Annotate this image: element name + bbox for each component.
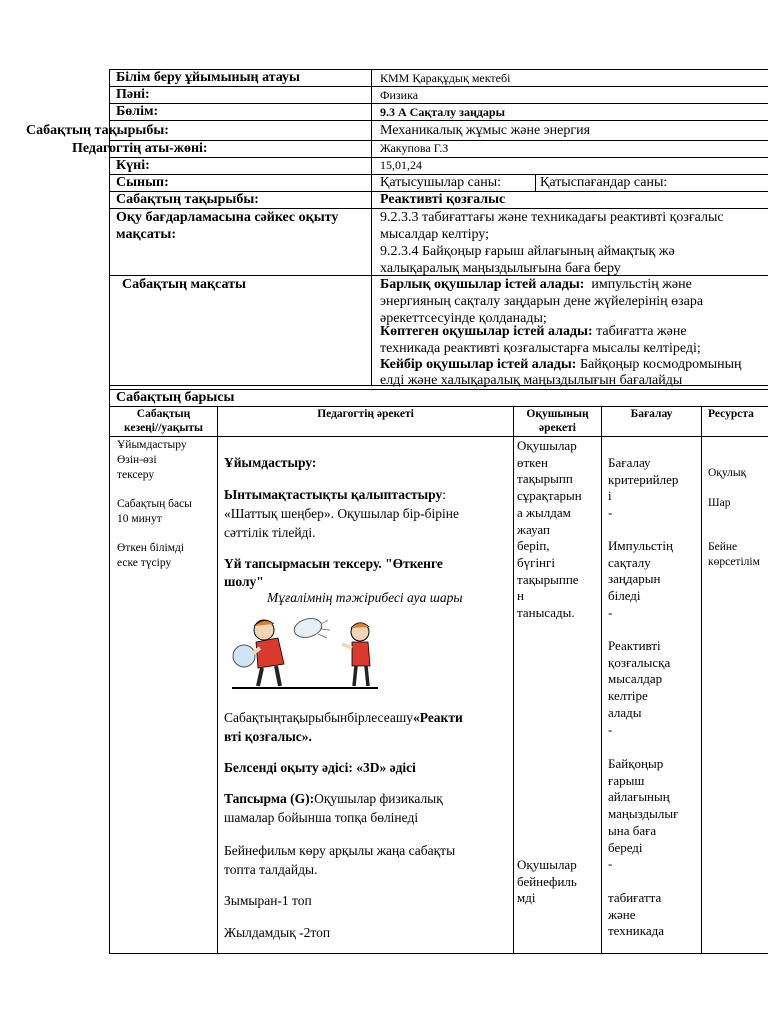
row-divider [109, 208, 768, 209]
assessment-criterion-4 [608, 890, 664, 940]
teacher-task-heading: Тапсырма (G): [224, 791, 315, 806]
row-divider [109, 157, 768, 158]
assessment-line: - [608, 505, 613, 521]
assessment-line: Байқоңыр [608, 756, 664, 771]
assessment-line: мысалдар [608, 671, 663, 687]
assessment-line: алады [608, 704, 642, 720]
column-divider [535, 174, 536, 191]
teacher-video: Бейнефильм көру арқылы жаңа сабақты [224, 843, 456, 858]
column-divider [371, 69, 372, 385]
assessment-criteria [608, 455, 678, 522]
assessment-line: береді [608, 839, 643, 855]
student-line: сұрақтарын [517, 488, 582, 504]
goal-all [380, 277, 692, 293]
column-header-teacher: Педагогтің әрекеті [317, 408, 414, 420]
student-line: мді [517, 890, 536, 906]
stage-recall-line2: еске түсіру [117, 557, 172, 569]
date-value: 15,01,24 [380, 158, 422, 172]
assessment-criterion-2 [608, 638, 670, 738]
lesson-topic-label: Сабақтың тақырыбы: [26, 123, 169, 138]
curriculum-objective-1-cont: мысалдар келтіру; [380, 227, 489, 242]
assessment-line: критерийлер [608, 471, 679, 487]
teacher-team-building [224, 486, 446, 504]
teacher-group-2: Жылдамдық -2топ [224, 925, 331, 940]
column-divider [217, 406, 218, 953]
column-header-assessment: Бағалау [630, 408, 673, 420]
column-header-student [514, 407, 601, 435]
goal-some [380, 357, 742, 373]
column-divider [601, 406, 602, 953]
goals-label: Сабақтың мақсаты [122, 277, 246, 292]
flying-balloon [292, 616, 330, 641]
assessment-line: Импульстің [608, 538, 673, 553]
curriculum-objective-2: 9.2.3.4 Байқоңыр ғарыш айлағының аймақтық жә [380, 244, 675, 259]
student-line: тақырыпп [517, 471, 573, 487]
teacher-topic-intro-bold: «Реакти [413, 710, 463, 725]
topic-label: Сабақтың тақырыбы: [116, 192, 259, 207]
row-divider [109, 436, 768, 437]
assessment-line: техникада [608, 923, 664, 939]
stage-recall: Өткен білімді [117, 542, 185, 554]
assessment-line: Бағалау [608, 455, 651, 470]
teacher-video-line2: топта талдайды. [224, 862, 318, 877]
stage-org: Ұйымдастыру [117, 439, 187, 451]
assessment-line: ғарыш [608, 772, 645, 788]
resource-textbook: Оқулық [708, 467, 747, 479]
goal-some-line2: елді және халықаралық маңыздылығын бағалайды [380, 373, 683, 388]
date-label: Күні: [116, 158, 150, 173]
progress-label: Сабақтың барысы [116, 390, 235, 405]
resource-balloon: Шар [708, 497, 731, 509]
person-left-figure [233, 620, 284, 686]
resource-video-line2: көрсетілім [708, 556, 760, 568]
column-header-resources: Ресурста [708, 408, 754, 420]
teacher-topic-intro [224, 709, 463, 727]
stage-start: Сабақтың басы [117, 498, 192, 510]
assessment-line: - [608, 856, 613, 872]
goal-some-text: Байқоңыр космодромының [579, 357, 742, 372]
table-border [109, 69, 110, 416]
column-header-stage-line1: Сабақтың [136, 408, 191, 420]
column-divider [513, 406, 514, 953]
assessment-line: Реактивті [608, 638, 661, 653]
student-line: жауап [517, 521, 550, 537]
goal-many [380, 324, 687, 340]
column-header-student-line2: әрекеті [539, 422, 576, 434]
curriculum-objective-2-cont: халықаралық маңыздылығына баға беру [380, 261, 621, 276]
student-line: өткен [517, 454, 548, 470]
student-line: бейнефиль [517, 873, 577, 889]
goal-many-heading: Көптеген оқушылар істей алады: [380, 324, 593, 339]
goal-all-heading: Барлық оқушылар істей алады: [380, 277, 585, 292]
assessment-line: және [608, 906, 636, 922]
stage-self-check: Өзін-өзі [117, 454, 157, 466]
assessment-line: і [608, 488, 612, 504]
teacher-task-text: Оқушылар физикалық [314, 791, 443, 806]
org-label: Білім беру ұйымының атауы [116, 70, 300, 85]
assessment-line: біледі [608, 588, 641, 604]
teacher-label: Педагогтің аты-жөні: [72, 141, 208, 156]
row-divider [109, 86, 768, 87]
assessment-line: маңыздылығ [608, 806, 679, 822]
curriculum-label-line2: мақсаты: [116, 227, 176, 242]
section-value: 9.3 А Сақталу заңдары [380, 105, 505, 119]
student-line: а жылдам [517, 504, 571, 520]
student-line: танысады. [517, 605, 575, 621]
goal-all-line3: әрекеттсесуінде қолданады; [380, 311, 547, 326]
section-label: Бөлім: [116, 104, 159, 119]
table-border [109, 953, 768, 954]
teacher-team-line3: сәттілік тілейді. [224, 525, 316, 540]
teacher-topic-name: вті қозғалыс». [224, 729, 312, 744]
assessment-line: табиғатта [608, 890, 662, 905]
student-line: н [517, 588, 524, 604]
assessment-line: айлағының [608, 789, 670, 805]
teacher-team-heading: Ынтымақтастықты қалыптастыру [224, 487, 443, 502]
column-divider [701, 406, 702, 953]
assessment-line: ына баға [608, 822, 657, 838]
teacher-task [224, 790, 443, 808]
student-action-1 [517, 438, 582, 622]
column-header-stage [110, 407, 217, 435]
goal-all-line2: энергияның сақталу заңдарын дене жүйелерінің өзара [380, 294, 704, 309]
goal-all-text: импульстің және [591, 277, 692, 292]
assessment-line: - [608, 604, 613, 620]
teacher-task-line2: шамалар бойынша топқа бөлінеді [224, 810, 419, 825]
teacher-homework: Үй тапсырмасын тексеру. "Өткенге [224, 556, 443, 571]
assessment-line: қозғалысқа [608, 654, 671, 670]
assessment-criterion-1 [608, 538, 673, 622]
person-right-figure [342, 623, 370, 686]
goal-many-text: табиғатта және [596, 324, 687, 339]
assessment-line: сақталу [608, 554, 651, 570]
teacher-topic-intro-text: Сабақтыңтақырыбынбірлесеашу [224, 710, 413, 725]
student-line: тақырыппе [517, 571, 579, 587]
teacher-value: Жакупова Г.З [380, 141, 449, 155]
row-divider [109, 120, 768, 121]
resource-video: Бейне [708, 541, 738, 553]
stage-self-check-line2: тексеру [117, 469, 155, 481]
row-divider [109, 103, 768, 104]
assessment-line: заңдарын [608, 571, 661, 587]
teacher-group-1: Зымыран-1 топ [224, 893, 312, 908]
teacher-org-heading: Ұйымдастыру: [224, 455, 317, 470]
present-count-label: Қатысушылар саны: [380, 175, 502, 190]
curriculum-objective-1: 9.2.3.3 табиғаттағы және техникадағы реактивті қозғалыс [380, 210, 724, 225]
student-action-2 [517, 857, 577, 907]
column-header-stage-line2: кезеңі//уақыты [124, 422, 203, 434]
teacher-team-colon: : [442, 487, 446, 502]
teacher-experiment: Мұғалімнің тәжірибесі ауа шары [267, 590, 463, 605]
teacher-homework-line2: шолу" [224, 574, 264, 589]
student-line: Оқушылар [517, 857, 577, 872]
subject-value: Физика [380, 88, 419, 102]
topic-value: Реактивті қозғалыс [380, 192, 506, 207]
assessment-criterion-3 [608, 756, 678, 873]
stage-duration: 10 минут [117, 513, 162, 525]
teacher-active-method: Белсенді оқыту әдісі: «3D» әдісі [224, 760, 416, 775]
student-line: беріп, [517, 538, 550, 554]
table-border [109, 389, 110, 953]
teacher-team-line2: «Шаттық шеңбер». Оқушылар бір-біріне [224, 506, 459, 521]
goal-many-line2: техникада реактивті қозғалыстарға мысалы келтіреді; [380, 341, 701, 356]
assessment-line: - [608, 721, 613, 737]
curriculum-label: Оқу бағдарламасына сәйкес оқыту [116, 210, 339, 225]
subject-label: Пәні: [116, 87, 150, 102]
org-value: КММ Қарақұдық мектебі [380, 71, 511, 85]
goal-some-heading: Кейбір оқушылар істей алады: [380, 357, 577, 372]
student-line: бүгінгі [517, 554, 555, 570]
class-label: Сынып: [116, 175, 169, 190]
balloon-experiment-illustration [228, 610, 380, 694]
column-header-student-line1: Оқушының [526, 408, 589, 420]
assessment-line: келтіре [608, 688, 648, 704]
absent-count-label: Қатыспағандар саны: [540, 175, 668, 190]
lesson-topic-value: Механикалық жұмыс және энергия [380, 123, 591, 138]
student-line: Оқушылар [517, 438, 577, 453]
